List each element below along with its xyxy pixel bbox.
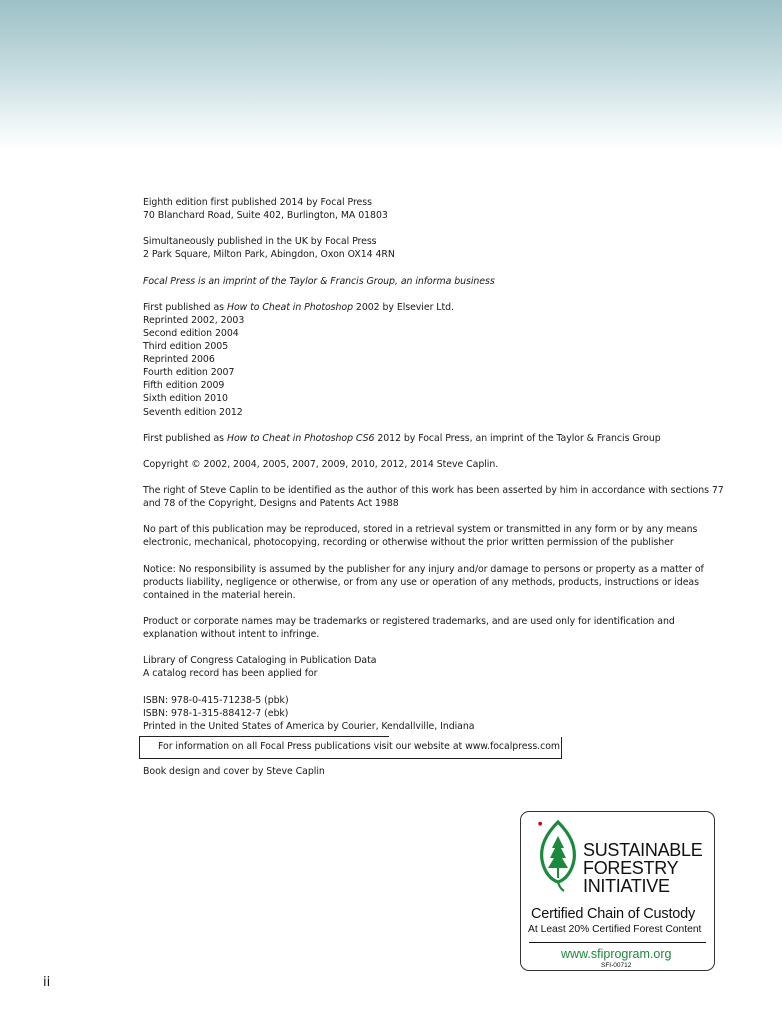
moral-rights — [143, 484, 723, 510]
edition-line: Reprinted 2002, 2003 — [143, 314, 245, 326]
sfi-word-initiative: INITIATIVE — [583, 876, 670, 896]
edition-history — [143, 301, 723, 419]
edition-line: Fifth edition 2009 — [143, 380, 225, 392]
edition-line: Second edition 2004 — [143, 327, 239, 339]
cs6-title: How to Cheat in Photoshop CS6 — [226, 432, 375, 444]
isbn-pbk: ISBN: 978-0-415-71238-5 (pbk) — [143, 694, 289, 706]
sfi-word-sustainable: SUSTAINABLE — [583, 840, 703, 860]
edition-line: Fourth edition 2007 — [143, 367, 235, 379]
liability-line: products liability, negligence or otherwise, or from any use or operation of any methods, products, instructions or ideas — [143, 576, 699, 588]
sfi-word-forestry: FORESTRY — [583, 858, 679, 878]
sfi-code: SFI-00712 — [601, 962, 632, 969]
publication-address: 70 Blanchard Road, Suite 402, Burlington, MA 01803 — [143, 210, 388, 222]
uk-publication-block — [143, 235, 723, 261]
trademark-line: explanation without intent to infringe. — [143, 629, 320, 641]
copyright-notice — [143, 458, 723, 471]
liability-notice — [143, 563, 723, 602]
publication-block — [143, 196, 723, 222]
design-credit-line: Book design and cover by Steve Caplin — [143, 765, 325, 777]
reproduction-line: electronic, mechanical, photocopying, recording or otherwise without the prior written permission of the publisher — [143, 537, 674, 549]
page-number: ii — [43, 975, 51, 990]
printed-in-line: Printed in the United States of America by Courier, Kendallville, Indiana — [143, 720, 475, 732]
cataloging-data — [143, 654, 723, 680]
sfi-divider — [529, 942, 706, 943]
edition-line: Reprinted 2006 — [143, 354, 215, 366]
imprint-text: Focal Press is an imprint of the Taylor & Francis Group, an informa business — [143, 275, 495, 287]
uk-publication-address: 2 Park Square, Milton Park, Abingdon, Oxon OX14 4RN — [143, 249, 395, 261]
moral-rights-line: The right of Steve Caplin to be identified as the author of this work has been asserted by him in accordance with sections 77 — [143, 485, 724, 497]
isbn-block — [143, 694, 723, 733]
first-published-prefix: First published as — [143, 301, 227, 313]
website-info-box — [139, 737, 562, 759]
cs6-prefix: First published as — [143, 432, 227, 444]
liability-line: contained in the material herein. — [143, 589, 296, 601]
sfi-website-text: www.sfiprogram.org — [561, 947, 672, 961]
sfi-content-text: At Least 20% Certified Forest Content — [528, 924, 702, 935]
imprint-statement — [143, 275, 723, 288]
sfi-certification-logo — [520, 811, 715, 971]
isbn-ebk: ISBN: 978-1-315-88412-7 (ebk) — [143, 707, 289, 719]
edition-line: Third edition 2005 — [143, 341, 229, 353]
trademark-line: Product or corporate names may be trademarks or registered trademarks, and are used only for identification and — [143, 616, 675, 627]
cataloging-line: A catalog record has been applied for — [143, 668, 318, 680]
sfi-certified-text: Certified Chain of Custody — [531, 906, 696, 922]
cs6-publication — [143, 432, 723, 445]
trademark-notice — [143, 615, 723, 641]
header-gradient-band — [0, 0, 782, 150]
website-info-text: For information on all Focal Press publications visit our website at www.focalpress.com — [158, 740, 560, 752]
first-published-line — [143, 301, 723, 314]
reproduction-notice — [143, 523, 723, 549]
copyright-page-text — [143, 196, 723, 791]
design-credit — [143, 765, 723, 778]
copyright-line: Copyright © 2002, 2004, 2005, 2007, 2009, 2010, 2012, 2014 Steve Caplin. — [143, 458, 499, 470]
first-published-suffix: 2002 by Elsevier Ltd. — [352, 301, 454, 313]
edition-line: Seventh edition 2012 — [143, 406, 243, 418]
cs6-publication-line — [143, 432, 723, 445]
registered-mark-icon: ● — [538, 821, 543, 827]
uk-publication-line: Simultaneously published in the UK by Focal Press — [143, 236, 377, 248]
reproduction-line: No part of this publication may be reproduced, stored in a retrieval system or transmitted in any form or by any means — [143, 524, 698, 536]
edition-line: Sixth edition 2010 — [143, 393, 228, 405]
publication-line: Eighth edition first published 2014 by Focal Press — [143, 197, 372, 208]
first-published-title: How to Cheat in Photoshop — [226, 301, 353, 313]
moral-rights-line: and 78 of the Copyright, Designs and Patents Act 1988 — [143, 498, 399, 510]
liability-line: Notice: No responsibility is assumed by the publisher for any injury and/or damage to persons or property as a matter of — [143, 563, 704, 575]
cataloging-line: Library of Congress Cataloging in Publication Data — [143, 655, 377, 667]
cs6-suffix: 2012 by Focal Press, an imprint of the Taylor & Francis Group — [374, 432, 661, 444]
tree-leaf-icon — [538, 820, 578, 892]
